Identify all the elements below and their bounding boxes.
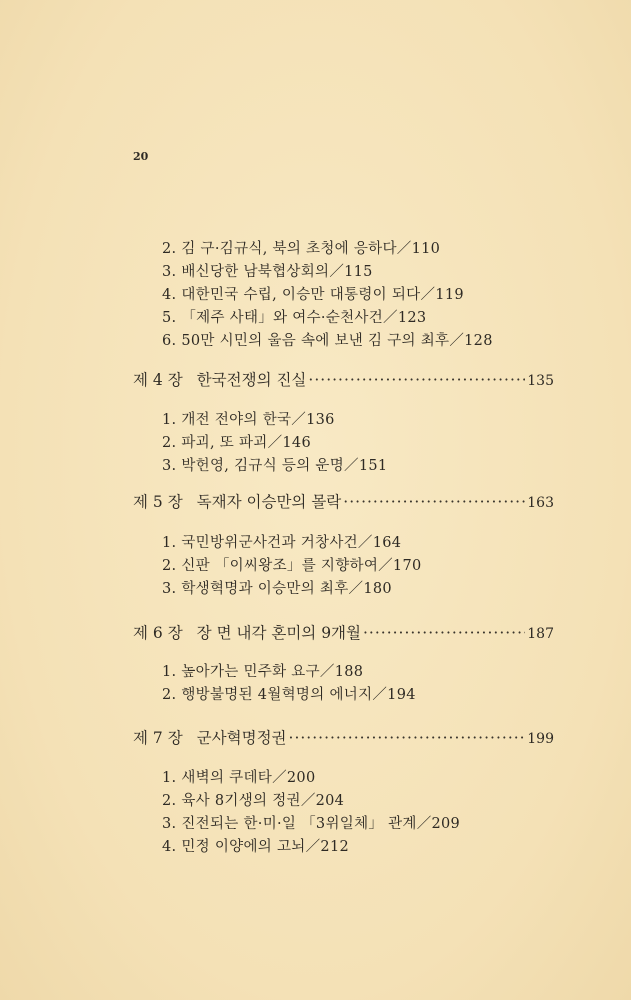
- chapter-label: 제 6 장: [133, 624, 183, 642]
- toc-item: 1. 새벽의 쿠데타／200: [162, 770, 316, 786]
- toc-item: 2. 김 구·김규식, 북의 초청에 응하다／110: [162, 241, 441, 257]
- page-number: 20: [133, 150, 149, 163]
- toc-item: 2. 신판 「이씨왕조」를 지향하여／170: [162, 558, 422, 574]
- chapter-heading-4: [133, 370, 554, 391]
- chapter-label: 제 5 장: [133, 493, 183, 511]
- chapter-heading-5: [133, 492, 554, 513]
- toc-item: 1. 높아가는 민주화 요구／188: [162, 664, 364, 680]
- leader-dots: [308, 370, 525, 390]
- toc-item: 5. 「제주 사태」와 여수·순천사건／123: [162, 310, 427, 326]
- toc-item: 1. 개전 전야의 한국／136: [162, 412, 335, 428]
- leader-dots: [289, 728, 526, 748]
- toc-item: 2. 파괴, 또 파괴／146: [162, 435, 311, 451]
- leader-dots: [343, 492, 525, 512]
- chapter-label: 제 4 장: [133, 371, 183, 389]
- chapter-page: 163: [527, 495, 554, 511]
- toc-item: 3. 배신당한 남북협상회의／115: [162, 264, 373, 280]
- chapter-page: 199: [527, 731, 554, 747]
- toc-item: 3. 진전되는 한·미·일 「3위일체」 관계／209: [162, 816, 461, 832]
- toc-item: 6. 50만 시민의 울음 속에 보낸 김 구의 최후／128: [162, 333, 493, 349]
- toc-item: 3. 박헌영, 김규식 등의 운명／151: [162, 458, 388, 474]
- toc-item: 1. 국민방위군사건과 거창사건／164: [162, 535, 402, 551]
- chapter-title: 군사혁명정권: [196, 729, 287, 747]
- chapter-heading-7: [133, 728, 554, 749]
- chapter-heading-6: [133, 623, 554, 644]
- toc-item: 4. 대한민국 수립, 이승만 대통령이 되다／119: [162, 287, 464, 303]
- leader-dots: [363, 623, 525, 643]
- toc-item: 4. 민정 이양에의 고뇌／212: [162, 839, 349, 855]
- chapter-title: 독재자 이승만의 몰락: [196, 493, 342, 511]
- toc-item: 2. 행방불명된 4월혁명의 에너지／194: [162, 687, 416, 703]
- chapter-title: 장 면 내각 혼미의 9개월: [196, 624, 361, 642]
- chapter-title: 한국전쟁의 진실: [196, 371, 307, 389]
- chapter-page: 187: [527, 626, 554, 642]
- chapter-label: 제 7 장: [133, 729, 183, 747]
- toc-item: 3. 학생혁명과 이승만의 최후／180: [162, 581, 392, 597]
- chapter-page: 135: [527, 373, 554, 389]
- toc-item: 2. 육사 8기생의 정권／204: [162, 793, 345, 809]
